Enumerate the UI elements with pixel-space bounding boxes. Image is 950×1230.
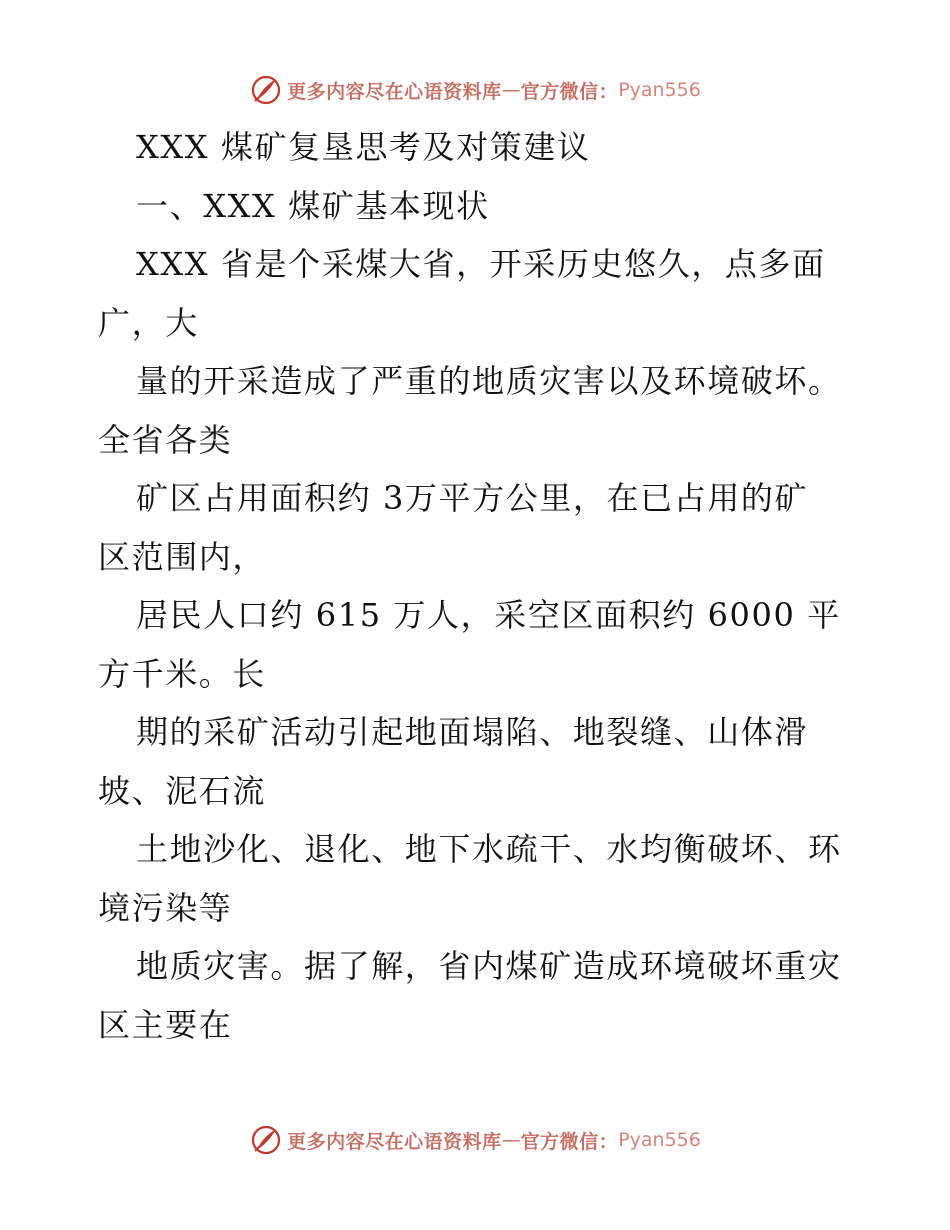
footer-separator: — (501, 1129, 521, 1151)
header-separator: — (501, 79, 521, 101)
paragraph-line: 坡、泥石流 (98, 771, 267, 810)
footer-brand-text: 更多内容尽在心语资料库 (287, 1130, 502, 1153)
header-wechat-id: Pyan556 (618, 79, 701, 101)
paragraph-line: 区范围内， (98, 537, 267, 576)
paragraph-line: 土地沙化、退化、地下水疏干、水均衡破坏、环 (136, 830, 842, 868)
paragraph-line: 期的采矿活动引起地面塌陷、地裂缝、山体滑 (136, 713, 809, 751)
paragraph-line: 矿区占用面积约 3万平方公里，在已占用的矿 (136, 479, 809, 517)
footer-wechat-label: 官方微信： (520, 1130, 619, 1153)
quill-pen-logo-icon (249, 1123, 283, 1157)
paragraph-line: 量的开采造成了严重的地质灾害以及环境破坏。 (136, 362, 842, 400)
quill-pen-logo-icon (249, 73, 283, 107)
header-watermark-banner (0, 70, 950, 110)
paragraph-line: 全省各类 (98, 420, 233, 459)
header-brand-text: 更多内容尽在心语资料库 (287, 80, 502, 103)
paragraph-line: 区主要在 (98, 1005, 233, 1044)
document-title: XXX 煤矿复垦思考及对策建议 (136, 128, 591, 166)
paragraph-line: 境污染等 (98, 888, 233, 927)
footer-wechat-id: Pyan556 (618, 1129, 701, 1151)
paragraph-line: XXX 省是个采煤大省，开采历史悠久，点多面 (136, 245, 826, 283)
paragraph-line: 广，大 (98, 303, 199, 342)
header-wechat-label: 官方微信： (520, 80, 619, 103)
section-heading: 一、XXX 煤矿基本现状 (136, 186, 490, 225)
footer-watermark-banner (0, 1120, 950, 1160)
paragraph-line: 居民人口约 615 万人，采空区面积约 6000 平 (136, 596, 841, 634)
paragraph-line: 地质灾害。据了解，省内煤矿造成环境破坏重灾 (136, 947, 842, 985)
paragraph-line: 方千米。长 (98, 654, 267, 693)
document-body (98, 118, 888, 1054)
